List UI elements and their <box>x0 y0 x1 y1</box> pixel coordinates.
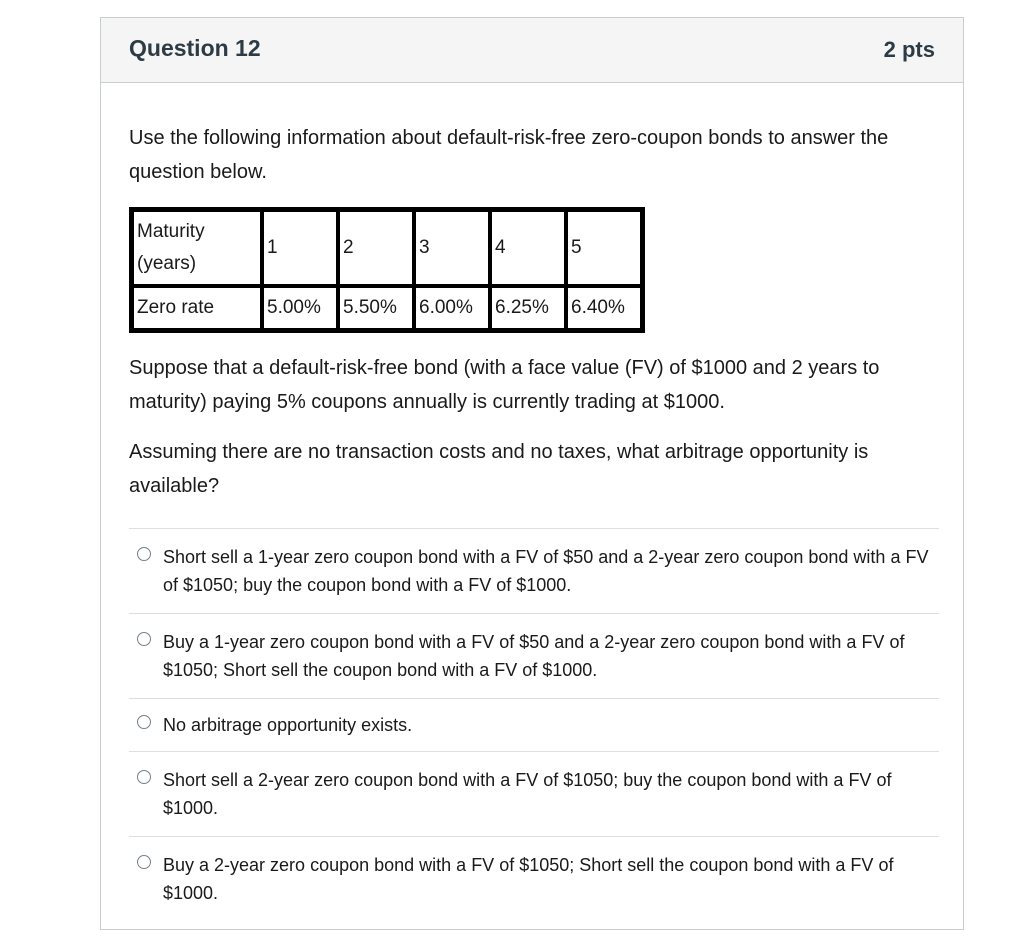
maturity-cell: 4 <box>490 210 566 286</box>
answer-option-3[interactable] <box>129 698 939 751</box>
maturity-cell: 3 <box>414 210 490 286</box>
zero-rate-header-cell: Zero rate <box>132 286 262 330</box>
rate-cell: 6.25% <box>490 286 566 330</box>
question-points: 2 pts <box>883 37 935 62</box>
zero-rate-table <box>129 207 645 333</box>
radio-button[interactable] <box>137 855 151 869</box>
answer-list <box>129 528 939 921</box>
answer-option-4[interactable] <box>129 751 939 836</box>
maturity-cell: 1 <box>262 210 338 286</box>
radio-button[interactable] <box>137 547 151 561</box>
radio-button[interactable] <box>137 770 151 784</box>
maturity-header-cell: Maturity (years) <box>132 210 262 286</box>
answer-label: Short sell a 1-year zero coupon bond with a FV of $50 and a 2-year zero coupon bond with a FV of $1050; buy the coupon bond with a FV of $1000. <box>163 547 929 595</box>
rate-cell: 5.50% <box>338 286 414 330</box>
prompt-text: Assuming there are no transaction costs and no taxes, what arbitrage opportunity is available? <box>129 441 869 497</box>
table-row <box>132 210 642 286</box>
rate-cell: 6.40% <box>566 286 642 330</box>
rate-cell: 6.00% <box>414 286 490 330</box>
answer-label: No arbitrage opportunity exists. <box>163 715 413 735</box>
rate-cell: 5.00% <box>262 286 338 330</box>
maturity-cell: 5 <box>566 210 642 286</box>
intro-text: Use the following information about default-risk-free zero-coupon bonds to answer the question below. <box>129 127 889 183</box>
question-title: Question 12 <box>129 35 261 61</box>
question-header <box>101 18 963 83</box>
answer-option-5[interactable] <box>129 836 939 921</box>
radio-button[interactable] <box>137 715 151 729</box>
answer-label: Short sell a 2-year zero coupon bond with a FV of $1050; buy the coupon bond with a FV of $1000. <box>163 770 892 818</box>
table-row <box>132 286 642 330</box>
radio-button[interactable] <box>137 632 151 646</box>
question-body <box>129 121 939 503</box>
answer-label: Buy a 1-year zero coupon bond with a FV of $50 and a 2-year zero coupon bond with a FV of $1050; Short sell the coupon bond with a FV of $1000. <box>163 632 905 680</box>
maturity-cell: 2 <box>338 210 414 286</box>
answer-label: Buy a 2-year zero coupon bond with a FV of $1050; Short sell the coupon bond with a FV of $1000. <box>163 855 894 903</box>
answer-option-1[interactable] <box>129 528 939 613</box>
scenario-text: Suppose that a default-risk-free bond (with a face value (FV) of $1000 and 2 years to maturity) paying 5% coupons annually is currently trading at $1000. <box>129 357 880 413</box>
question-card <box>100 17 964 930</box>
answer-option-2[interactable] <box>129 613 939 698</box>
